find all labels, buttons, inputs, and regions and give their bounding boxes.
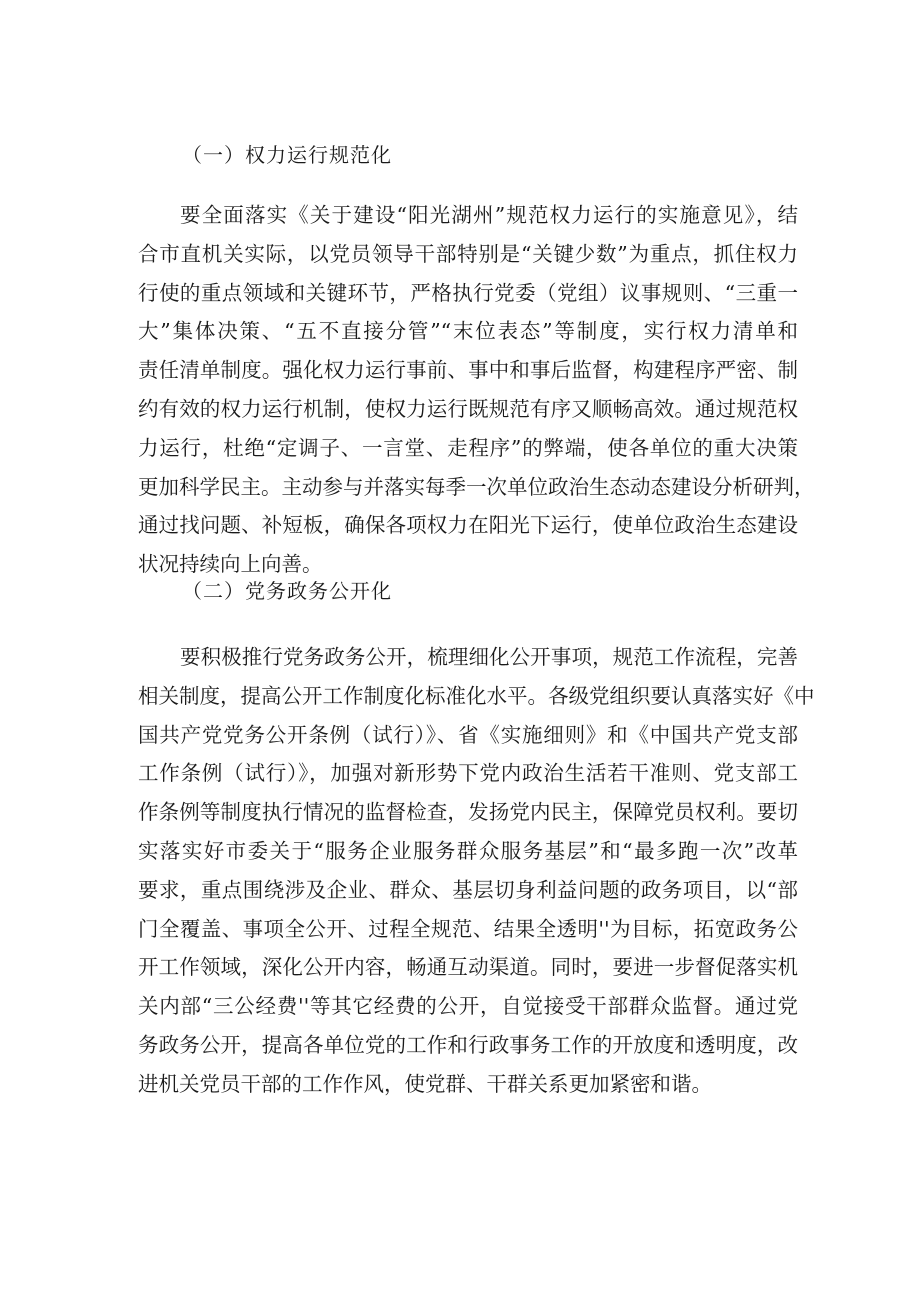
- paragraph-line: 实落实好市委关于“服务企业服务群众服务基层”和“最多跑一次”改革: [138, 838, 798, 863]
- paragraph-line: 要积极推行党务政务公开，梳理细化公开事项，规范工作流程，完善: [180, 645, 798, 669]
- paragraph-line: 作条例等制度执行情况的监督检查，发扬党内民主，保障党员权利。要切: [138, 800, 798, 825]
- paragraph-line: 国共产党党务公开条例（试行）》、省《实施细则》和《中国共产党支部: [138, 722, 798, 747]
- paragraph-line: 要求，重点围绕涉及企业、群众、基层切身利益问题的政务项目，以“部: [138, 877, 798, 902]
- paragraph-line: 行使的重点领域和关键环节，严格执行党委（党组）议事规则、“三重一: [138, 280, 798, 305]
- paragraph-line: 进机关党员干部的工作作风，使党群、干群关系更加紧密和谐。: [138, 1071, 712, 1096]
- paragraph-line: 力运行，杜绝“定调子、一言堂、走程序”的弊端，使各单位的重大决策: [138, 435, 798, 460]
- paragraph-line: 更加科学民主。主动参与并落实每季一次单位政治生态动态建设分析研判，: [138, 474, 815, 499]
- section-1-paragraph: [138, 196, 815, 584]
- paragraph-line: 大”集体决策、“五不直接分管”“末位表态”等制度，实行权力清单和: [138, 319, 798, 344]
- paragraph-line: 相关制度，提高公开工作制度化标准化水平。各级党组织要认真落实好《中: [138, 683, 815, 708]
- paragraph-line: 关内部“三公经费''等其它经费的公开，自觉接受干部群众监督。通过党: [138, 994, 798, 1019]
- paragraph-line: 合市直机关实际，以党员领导干部特别是“关键少数”为重点，抓住权力: [138, 241, 798, 266]
- paragraph-line: 状况持续向上向善。: [138, 552, 323, 577]
- section-heading-1: （一）权力运行规范化: [182, 143, 392, 167]
- paragraph-line: 责任清单制度。强化权力运行事前、事中和事后监督，构建程序严密、制: [138, 358, 798, 383]
- paragraph-line: 约有效的权力运行机制，使权力运行既规范有序又顺畅高效。通过规范权: [138, 396, 798, 421]
- paragraph-line: 务政务公开，提高各单位党的工作和行政事务工作的开放度和透明度，改: [138, 1032, 798, 1057]
- paragraph-line: 通过找问题、补短板，确保各项权力在阳光下运行，使单位政治生态建设: [138, 513, 798, 538]
- paragraph-line: 门全覆盖、事项全公开、过程全规范、结果全透明''为目标，拓宽政务公: [138, 916, 798, 941]
- section-2-paragraph: [138, 638, 815, 1104]
- paragraph-line: 要全面落实《关于建设“阳光湖州”规范权力运行的实施意见》，结: [180, 203, 798, 227]
- paragraph-line: 开工作领域，深化公开内容，畅通互动渠道。同时，要进一步督促落实机: [138, 955, 798, 980]
- paragraph-line: 工作条例（试行）》，加强对新形势下党内政治生活若干准则、党支部工: [138, 761, 798, 786]
- section-heading-2: （二）党务政务公开化: [182, 579, 392, 603]
